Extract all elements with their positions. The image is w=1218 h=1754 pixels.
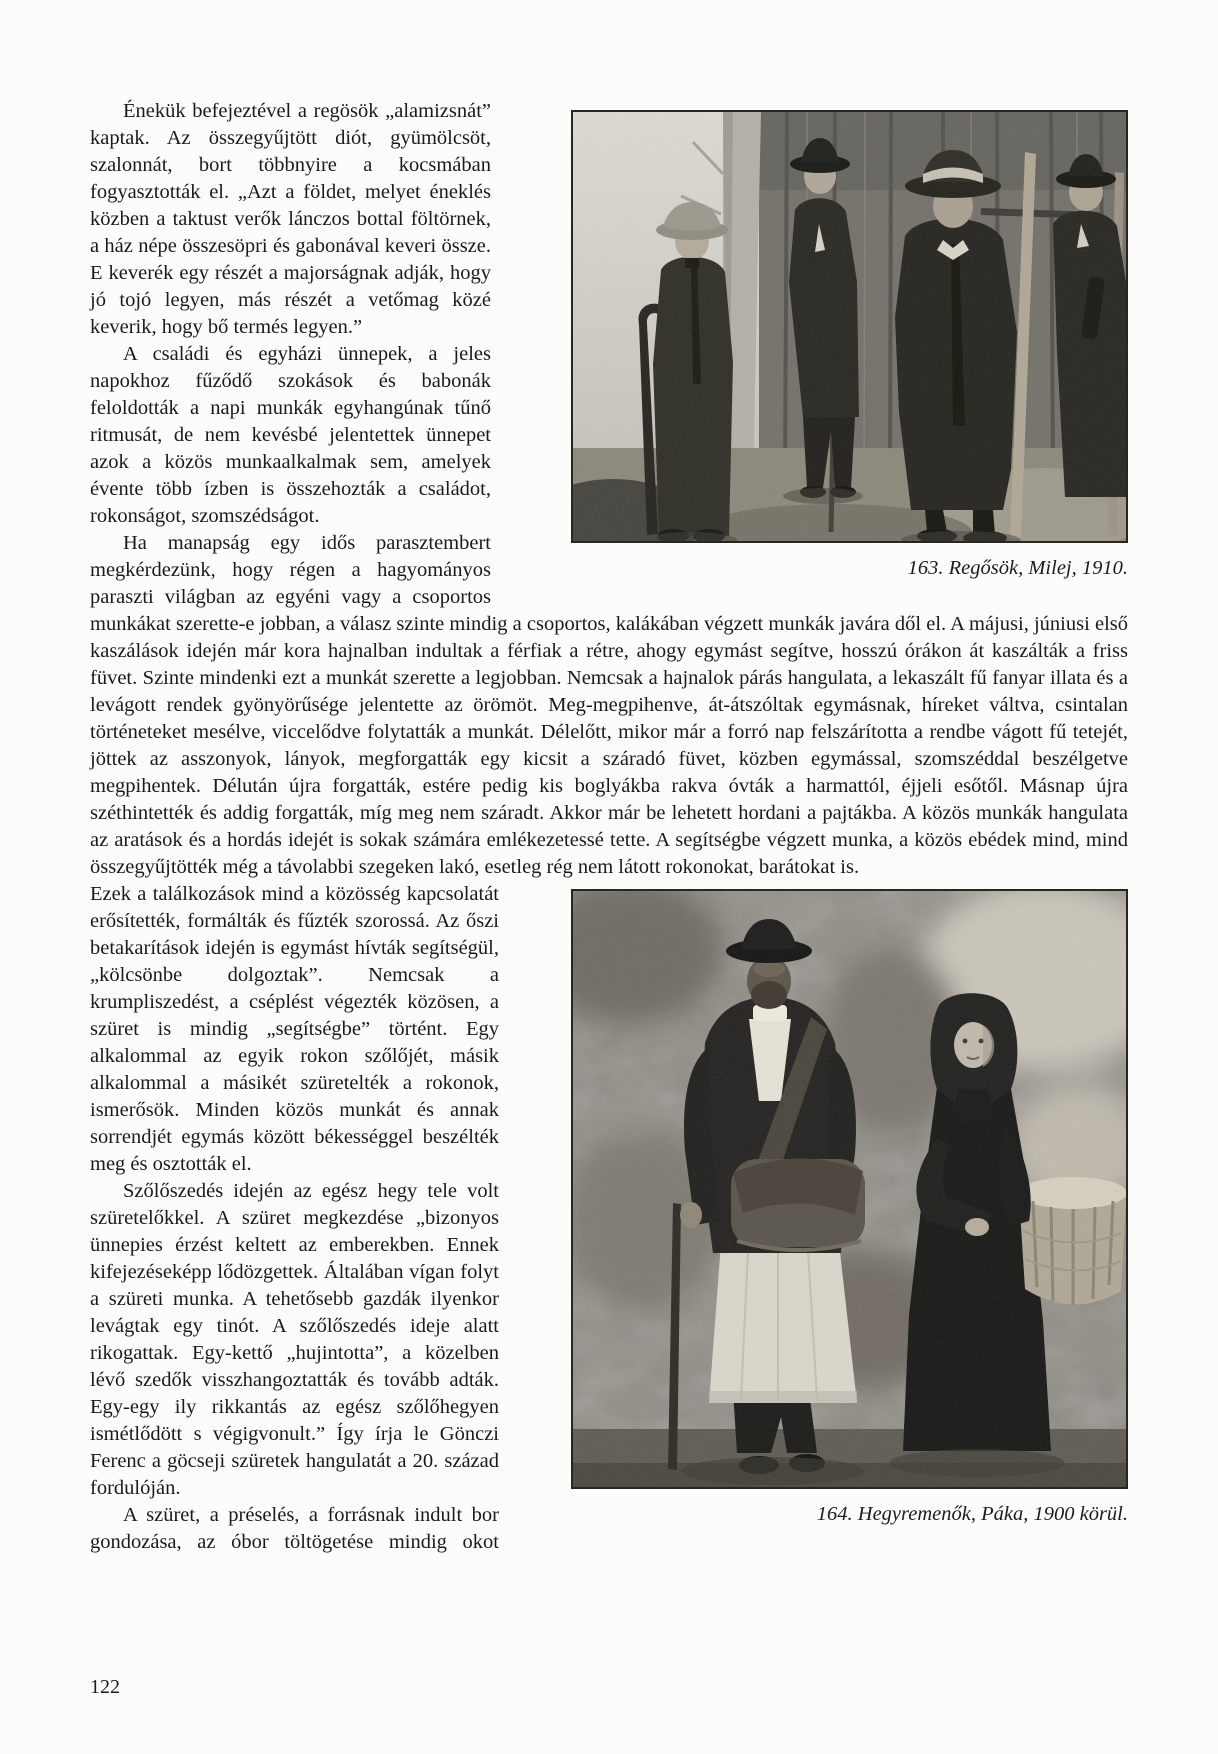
figure-163 bbox=[571, 110, 1128, 581]
photo-hegyremenok-164 bbox=[571, 889, 1128, 1489]
paragraph-5: A szüret, a préselés, a forrásnak indult bor gondozása, az óbor töltögetése mindig okot bbox=[90, 1504, 499, 1553]
paragraph-3-continued: Ezek a találkozások mind a közösség kapcsolatát erősítették, formálták és fűzték szorossá. Az őszi betakarítások idején is egymást hívták segítségül, „kölcsönbe dolgoztak”. Nemcsak a krumpliszedést, a cséplést végezték közösen, a szüret is mindig „segítségbe” történt. Egy alkalommal az egyik rokon szőlőjét, másik alkalommal a másikét szüretelték a rokonok, ismerősök. Minden közös munkát és annak sorrendjét egymás között békességgel beszélték meg és osztották el. bbox=[90, 883, 499, 1175]
figure-163-caption: 163. Regősök, Milej, 1910. bbox=[907, 557, 1128, 579]
paragraph-3: Ha manapság egy idős parasztembert megkérdezünk, hogy régen a hagyományos paraszti világban az egyéni vagy a csoportos munkákat szerette-e jobban, a válasz szinte mindig a csoportos, kalákában végzett munkák javára dől el. A májusi, júniusi első kaszálások idején már kora hajnalban indultak a férfiak a rétre, ahogy egymást segítve, hosszú órákon át kaszálták a friss füvet. Szinte mindenki ezt a munkát szerette a legjobban. Nemcsak a hajnalok párás hangulata, a lekaszált fű fanyar illata és a levágott rendek gyönyörűsége jelentette az örömöt. Meg-megpihenve, át-átszóltak egymásnak, híreket váltva, csintalan történeteket mesélve, viccelődve folytatták a munkát. Délelőtt, mikor már a forró nap felszárította a rendbe vágott fű tetejét, jöttek az asszonyok, lányok, megforgatták egy kicsit a száradó füvet, közben egymással, szomszéddal beszélgetve megpihentek. Délután újra forgatták, estére pedig kis boglyákba rakva óvták a harmattól, éjjeli esőtől. Másnap újra széthintették és addig forgatták, míg meg nem száradt. Akkor már be lehetett hordani a pajtákba. A közös munkák hangulata az aratások és a hordás idejét is sokak számára emlékezetessé tette. A segítségbe végzett munka, a közös ebédek mind, mind összegyűjtötték még a távolabbi szegeken lakó, esetleg rég nem látott rokonokat, barátokat is. bbox=[90, 532, 1128, 878]
paragraph-4: Szőlőszedés idején az egész hegy tele volt szüretelőkkel. A szüret megkezdése „bizonyos ünnepies érzést keltett az emberekben. Ennek kifejezéseképp lődözgettek. Általában vígan folyt a szüreti munka. A tehetősebb gazdák ilyenkor levágtak egy tinót. A szőlőszedés ideje alatt rikogattak. Egy-kettő „hujintotta”, a közelben lévő szedők visszhangoztatták és tovább adták. Egy-egy ily rikkantás az egész szőlőhegyen ismétlődött s végigvonult.” Így írja le Gönczi Ferenc a göcseji szüretek hangulatát a 20. század fordulóján. bbox=[90, 1180, 499, 1499]
photo-regosok-163 bbox=[571, 110, 1128, 543]
paragraph-1: Énekük befejeztével a regösök „alamizsnát” kaptak. Az összegyűjtött diót, gyümölcsöt, szalonnát, bort többnyire a kocsmában fogyasztották el. „Azt a földet, melyet éneklés közben a taktust verők lánczos bottal föltörnek, a ház népe összesöpri és gabonával keveri össze. E keverék egy részét a majorságnak adják, hogy jó tojó legyen, más részét a vetőmag közé keverik, hogy bő termés legyen.” bbox=[90, 100, 491, 338]
page-number: 122 bbox=[90, 1676, 120, 1698]
page-content bbox=[90, 98, 1128, 1556]
paragraph-2: A családi és egyházi ünnepek, a jeles napokhoz fűződő szokások és babonák feloldották a napi munkák egyhangúnak tűnő ritmusát, de nem kevésbé jelentettek ünnepet azok a közös munkaalkalmak sem, amelyek évente több ízben is összehozták a családot, rokonságot, szomszédságot. bbox=[90, 343, 491, 527]
figure-164-caption: 164. Hegyremenők, Páka, 1900 körül. bbox=[816, 1503, 1128, 1525]
figure-164 bbox=[571, 889, 1128, 1527]
